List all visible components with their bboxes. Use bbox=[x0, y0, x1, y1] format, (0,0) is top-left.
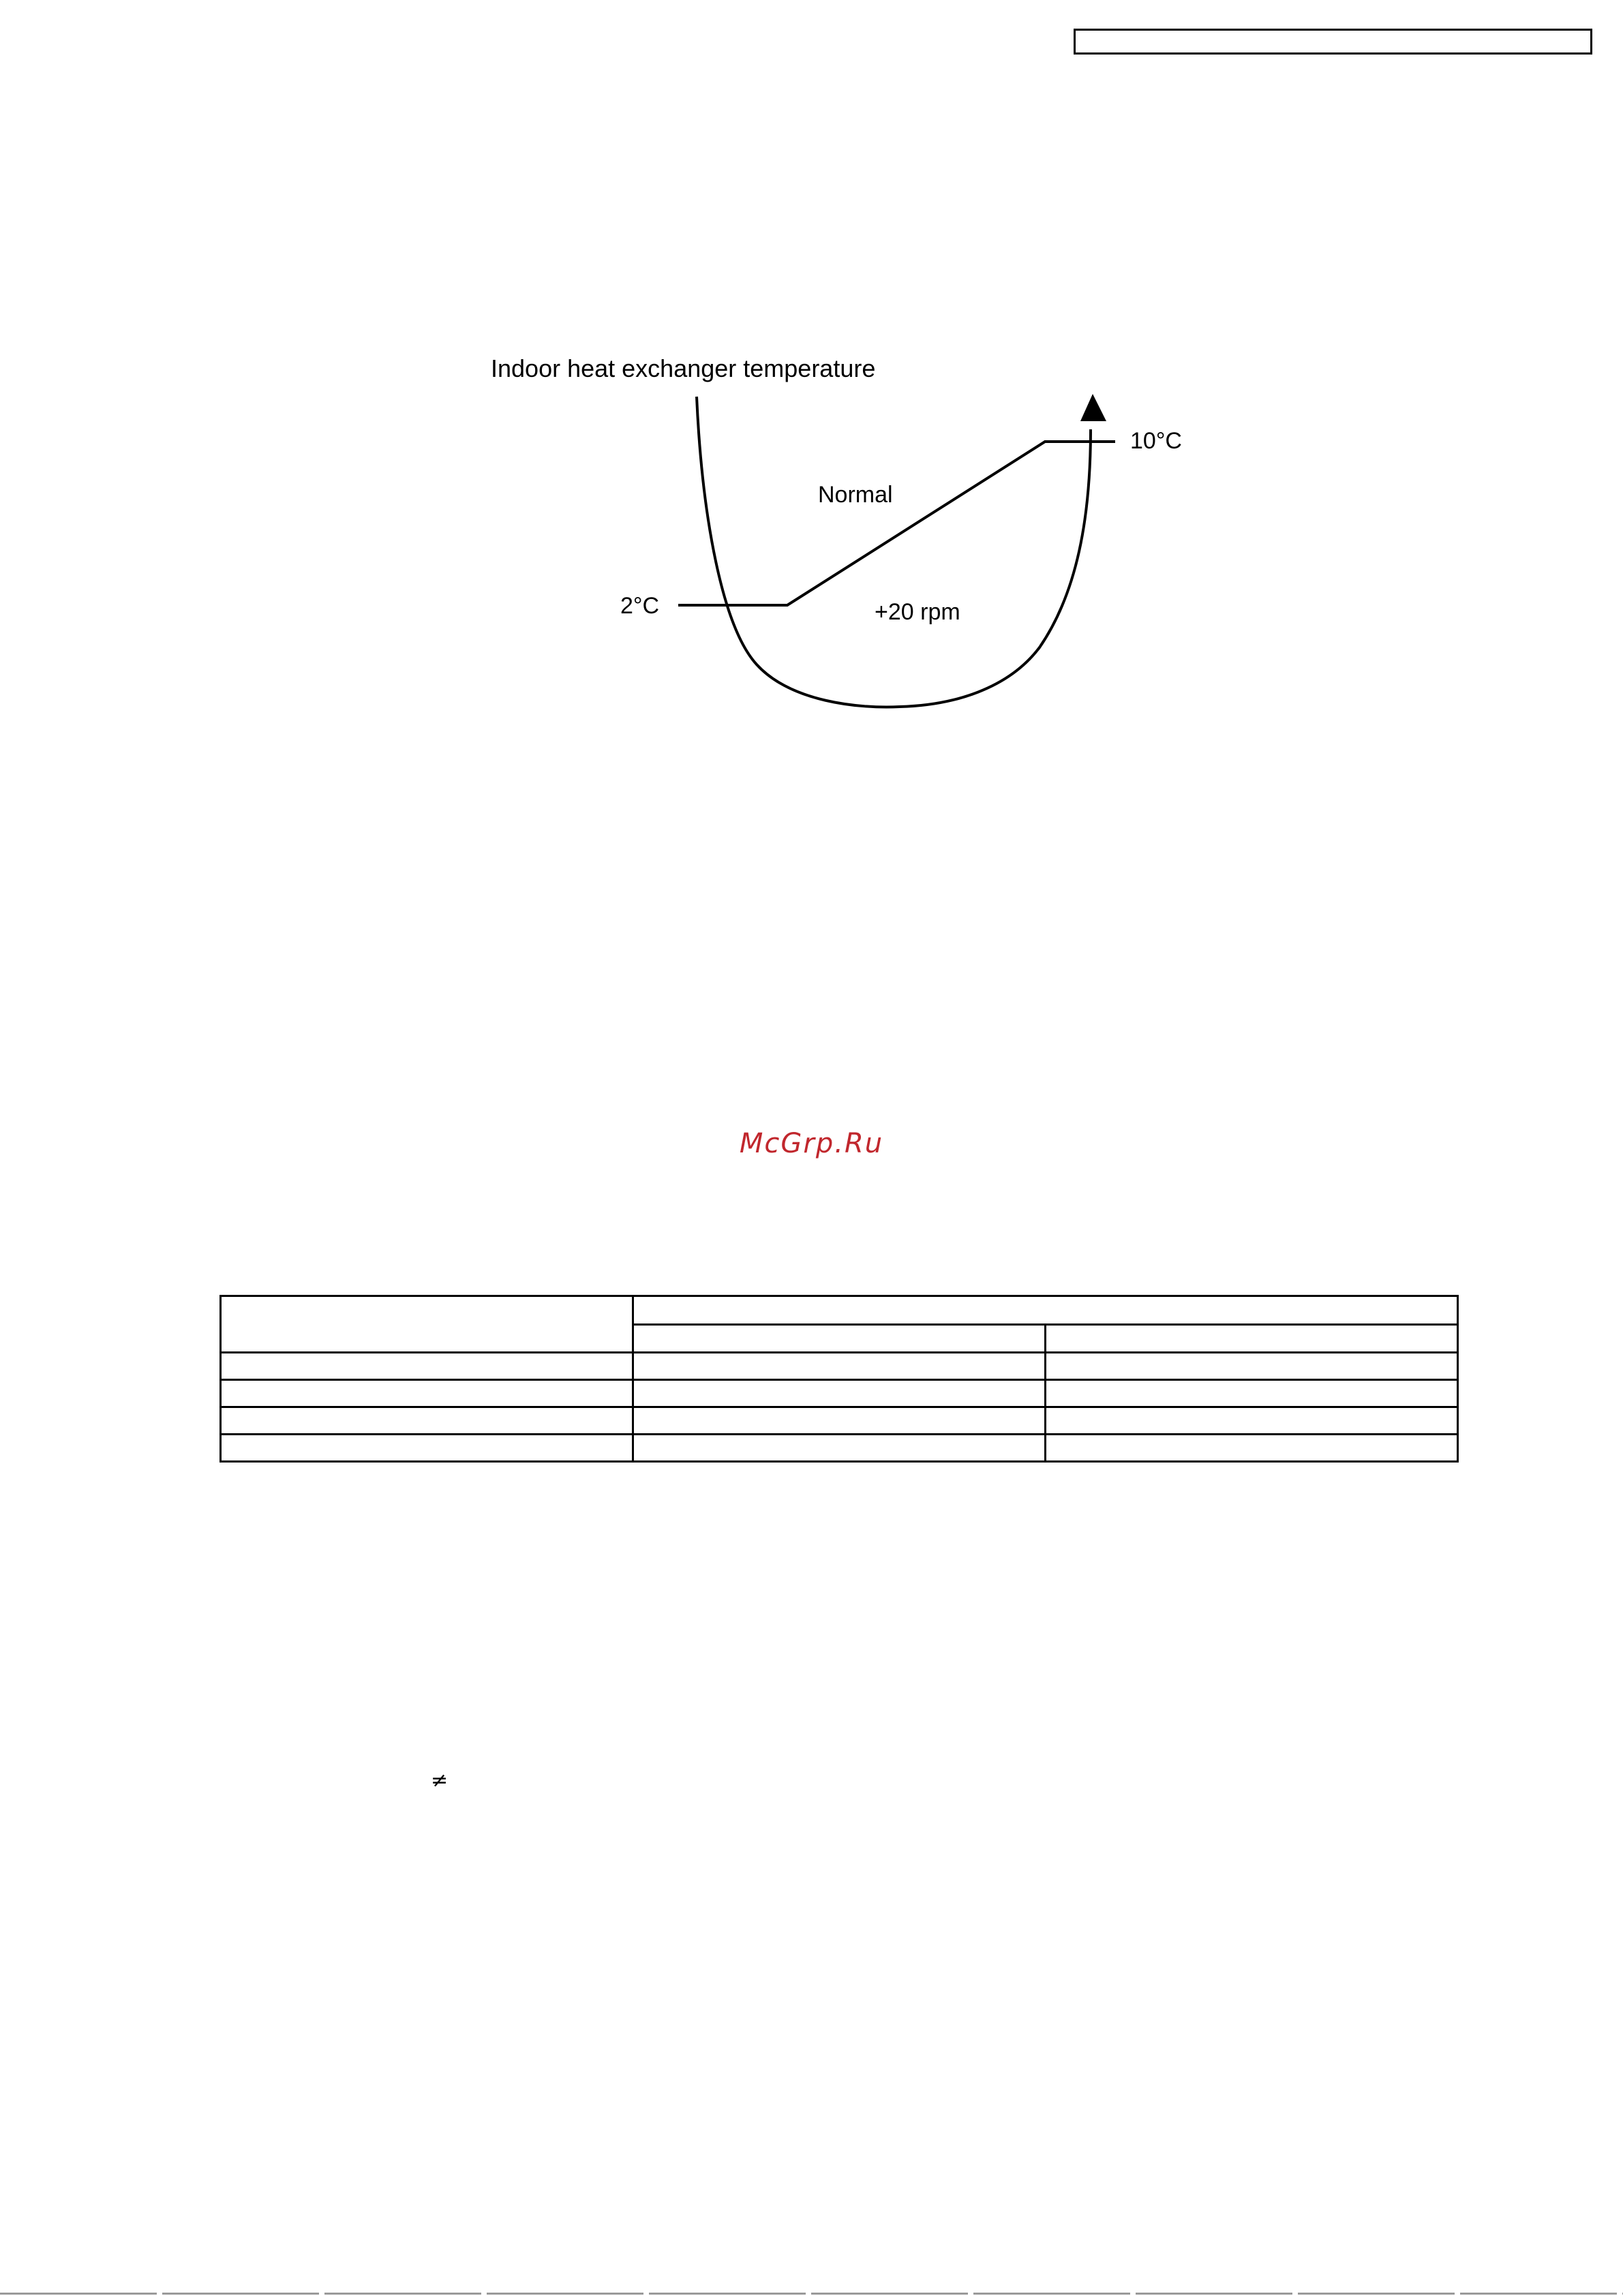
table-cell bbox=[633, 1380, 1046, 1407]
table-cell bbox=[633, 1296, 1458, 1325]
table-cell bbox=[633, 1435, 1046, 1462]
table-cell bbox=[1046, 1407, 1458, 1435]
data-table bbox=[219, 1295, 1459, 1463]
zone-increase-label: +20 rpm bbox=[875, 599, 960, 625]
table-cell bbox=[1046, 1353, 1458, 1380]
table-cell bbox=[633, 1353, 1046, 1380]
table-row bbox=[221, 1353, 1458, 1380]
upper-threshold-label: 10°C bbox=[1130, 428, 1182, 454]
table-row bbox=[221, 1435, 1458, 1462]
table-cell bbox=[1046, 1324, 1458, 1353]
axis-label: Indoor heat exchanger temperature bbox=[491, 354, 876, 382]
watermark: McGrp.Ru bbox=[739, 1128, 884, 1159]
temperature-diagram bbox=[0, 0, 1623, 750]
table-row bbox=[221, 1380, 1458, 1407]
table-cell bbox=[221, 1380, 633, 1407]
table-cell bbox=[221, 1353, 633, 1380]
temperature-curve bbox=[697, 397, 1091, 707]
zone-normal-label: Normal bbox=[818, 482, 893, 508]
threshold-line bbox=[678, 442, 1115, 605]
table-row bbox=[221, 1296, 1458, 1325]
table-row bbox=[221, 1407, 1458, 1435]
table-cell bbox=[1046, 1380, 1458, 1407]
arrow-head-icon bbox=[1080, 394, 1106, 421]
table-cell bbox=[221, 1435, 633, 1462]
table-cell bbox=[221, 1407, 633, 1435]
table-cell bbox=[633, 1324, 1046, 1353]
table-cell bbox=[221, 1296, 633, 1353]
lower-threshold-label: 2°C bbox=[620, 593, 660, 619]
page-bottom-rule bbox=[0, 2293, 1623, 2295]
table-cell bbox=[1046, 1435, 1458, 1462]
table-cell bbox=[633, 1407, 1046, 1435]
not-equal-symbol: ≠ bbox=[431, 1769, 449, 1792]
